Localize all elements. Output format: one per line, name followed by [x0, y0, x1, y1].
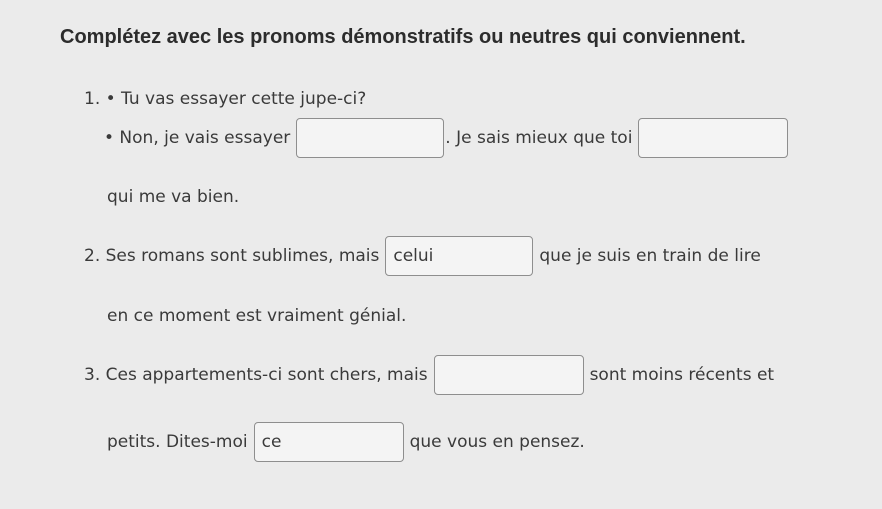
q3-line1: [84, 353, 774, 397]
q3-blank-2[interactable]: ce: [254, 422, 404, 462]
q1-line1: [84, 86, 366, 112]
q1-text-before: • Non, je vais essayer: [104, 128, 291, 148]
q1-blank-2[interactable]: [638, 118, 788, 158]
q2-line1: [84, 234, 761, 278]
q1-text-middle: . Je sais mieux que toi: [445, 128, 633, 148]
q1-line3: [107, 184, 239, 210]
q1-text-end: qui me va bien.: [107, 187, 240, 207]
q1-blank-1[interactable]: [296, 118, 444, 158]
q3-text-after: sont moins récents et: [589, 365, 775, 385]
q2-text-after: que je suis en train de lire: [539, 246, 761, 266]
q2-text-before: 2. Ses romans sont sublimes, mais: [84, 246, 380, 266]
q3-text-end: que vous en pensez.: [409, 432, 585, 452]
q3-blank-1[interactable]: [434, 355, 584, 395]
q1-line2: [104, 116, 788, 160]
q2-line2: [107, 303, 406, 329]
q1-prompt: 1. • Tu vas essayer cette jupe-ci?: [84, 89, 367, 109]
q2-blank[interactable]: celui: [385, 236, 533, 276]
exercise-title: Complétez avec les pronoms démonstratifs ou neutres qui conviennent.: [60, 26, 746, 48]
q2-text-end: en ce moment est vraiment génial.: [107, 306, 407, 326]
q3-line2: [107, 420, 585, 464]
q3-text-before-2: petits. Dites-moi: [107, 432, 248, 452]
q3-text-before: 3. Ces appartements-ci sont chers, mais: [84, 365, 428, 385]
